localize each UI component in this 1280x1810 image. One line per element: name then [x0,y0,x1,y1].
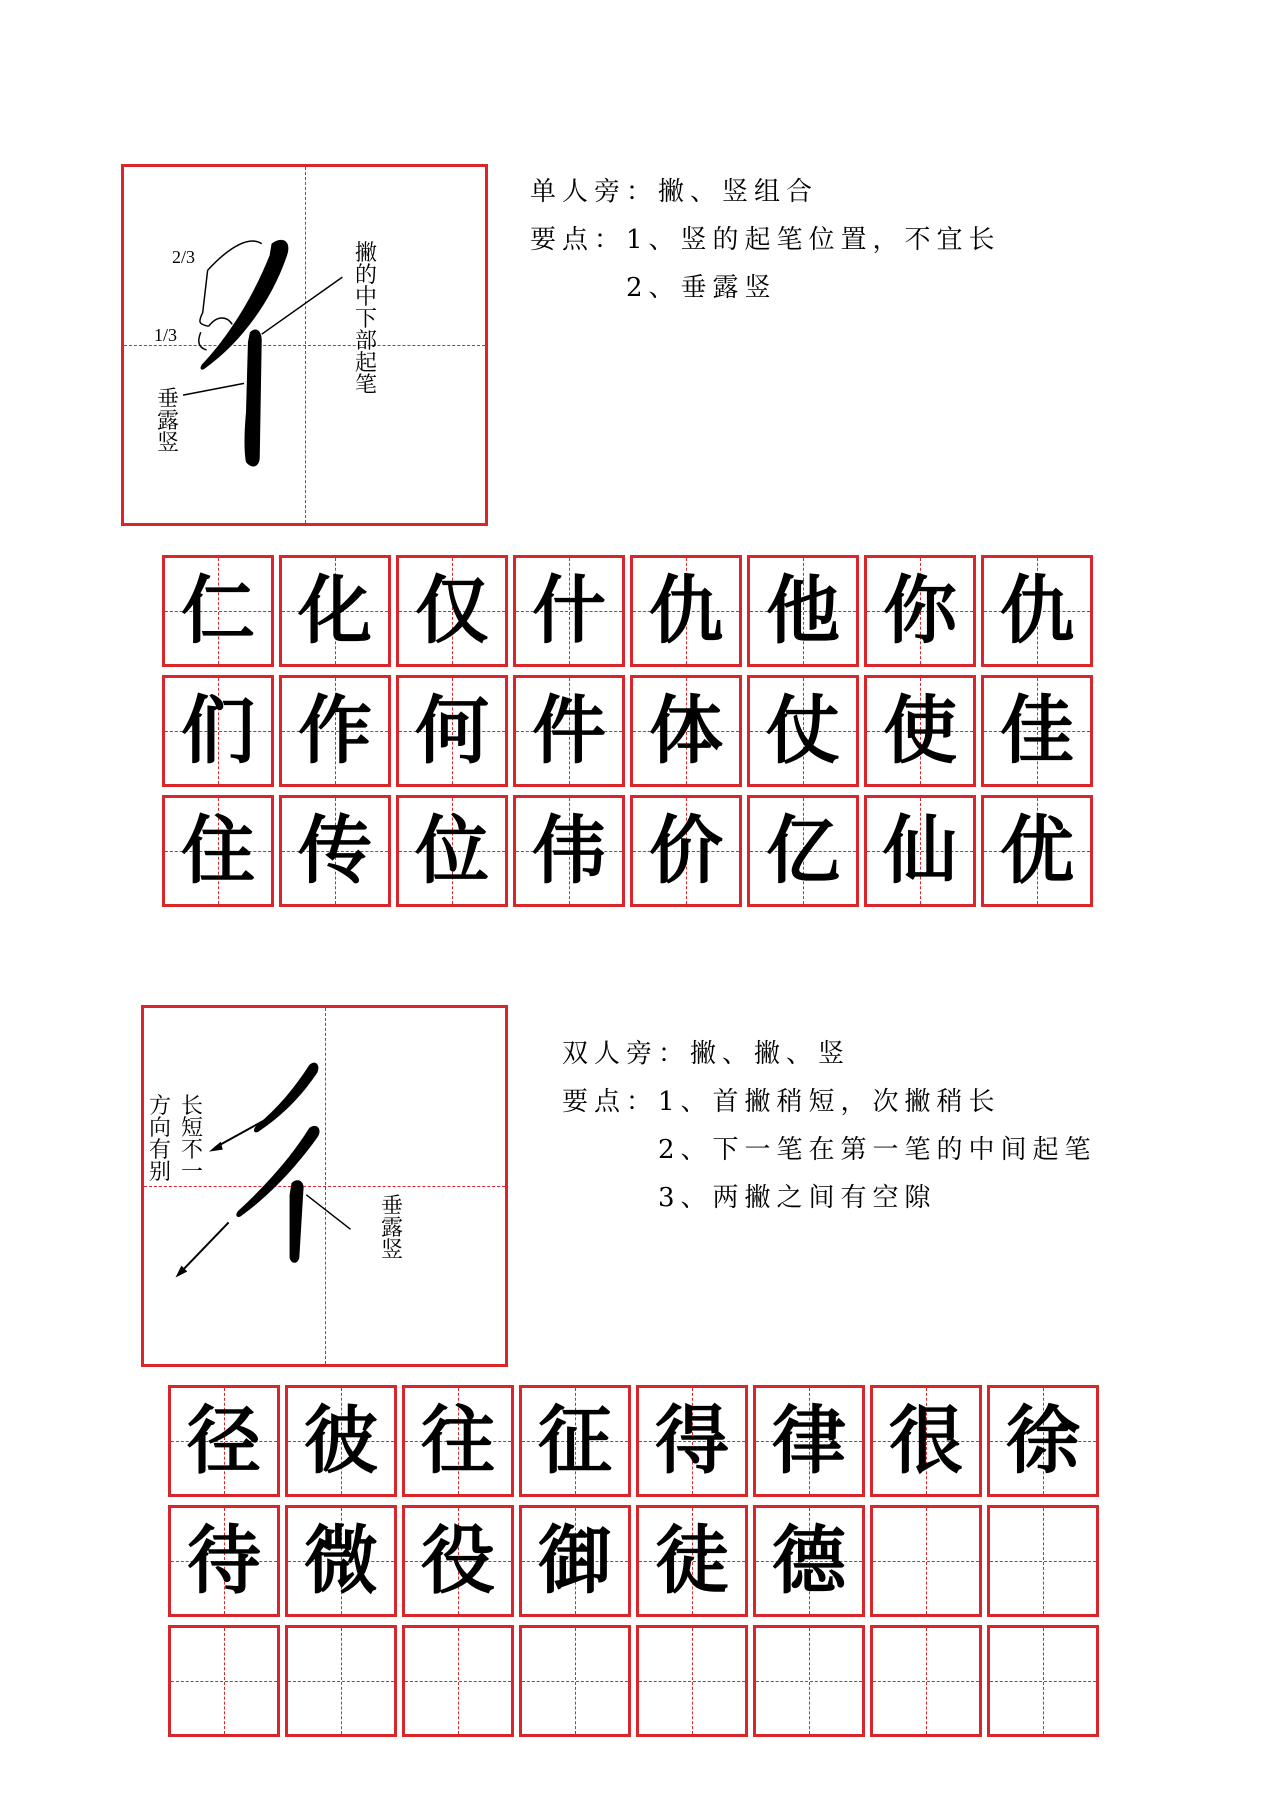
fraction-one-third: 1/3 [154,325,178,345]
practice-cell [987,1505,1099,1617]
practice-character [405,1628,511,1734]
practice-cell [753,1505,865,1617]
tips-title: 双人旁：撇、撇、竖 [562,1039,851,1069]
single-person-radical-demo-box [121,164,488,526]
practice-character: 化 [298,568,372,654]
practice-cell [513,555,625,667]
single-person-radical-stroke-diagram [124,167,485,523]
practice-character: 体 [649,688,723,774]
practice-character [171,1628,277,1734]
practice-character: 位 [415,808,489,894]
practice-character: 仙 [883,808,957,894]
double-person-radical-stroke-diagram [144,1008,505,1364]
tips-point-1 [562,1078,1097,1126]
label-length-differs: 长短不一 [180,1094,203,1185]
practice-character: 他 [766,568,840,654]
practice-cell [870,1385,982,1497]
practice-cell [162,795,274,907]
practice-cell [981,675,1093,787]
practice-character [990,1628,1096,1734]
practice-character [873,1628,979,1734]
practice-character [639,1628,745,1734]
practice-cell [402,1385,514,1497]
point-1-text: 1、首撇稍短，次撇稍长 [658,1087,1001,1117]
practice-cell [279,795,391,907]
practice-character: 仗 [766,688,840,774]
practice-cell [519,1385,631,1497]
practice-character: 徐 [1006,1398,1080,1484]
practice-character: 仁 [181,568,255,654]
practice-cell [870,1625,982,1737]
practice-cell [636,1505,748,1617]
single-person-radical-tips [530,168,1001,312]
practice-cell [636,1625,748,1737]
point-1-text: 1、竖的起笔位置，不宜长 [626,225,1001,255]
practice-character: 使 [883,688,957,774]
practice-cell [396,675,508,787]
practice-cell [396,795,508,907]
practice-cell [396,555,508,667]
practice-character: 仅 [415,568,489,654]
practice-character: 传 [298,808,372,894]
tips-point-2: 2、下一笔在第一笔的中间起笔 [658,1135,1097,1165]
practice-cell [630,795,742,907]
practice-cell [747,675,859,787]
practice-character: 徒 [655,1518,729,1604]
practice-character: 很 [889,1398,963,1484]
practice-cell [513,675,625,787]
practice-cell [753,1385,865,1497]
practice-cell [162,675,274,787]
double-person-radical-tips [562,1030,1097,1222]
practice-character: 彼 [304,1398,378,1484]
practice-character: 何 [415,688,489,774]
practice-character [522,1628,628,1734]
practice-character: 什 [532,568,606,654]
tips-point-1 [530,216,1001,264]
practice-character: 律 [772,1398,846,1484]
practice-cell [987,1385,1099,1497]
practice-character: 住 [181,808,255,894]
practice-character: 作 [298,688,372,774]
practice-cell [864,555,976,667]
practice-character: 待 [187,1518,261,1604]
practice-cell [519,1625,631,1737]
practice-character: 御 [538,1518,612,1604]
practice-cell [864,675,976,787]
practice-cell [981,555,1093,667]
practice-cell [168,1625,280,1737]
practice-cell [285,1505,397,1617]
practice-cell [285,1625,397,1737]
practice-cell [279,555,391,667]
fraction-two-thirds: 2/3 [172,247,196,267]
practice-character: 役 [421,1518,495,1604]
practice-character: 件 [532,688,606,774]
practice-cell [747,795,859,907]
label-start-position: 撇的中下部起笔 [354,241,377,398]
practice-character: 们 [181,688,255,774]
practice-cell [402,1505,514,1617]
practice-character: 价 [649,808,723,894]
practice-cell [402,1625,514,1737]
practice-cell [168,1505,280,1617]
double-person-radical-demo-box [141,1005,508,1367]
points-label: 要点： [530,225,627,255]
practice-character: 微 [304,1518,378,1604]
practice-character [990,1508,1096,1614]
practice-character: 优 [1000,808,1074,894]
practice-character [756,1628,862,1734]
practice-character: 亿 [766,808,840,894]
tips-point-3: 3、两撇之间有空隙 [658,1183,937,1213]
label-vertical-dew: 垂露竖 [156,387,179,456]
practice-character: 你 [883,568,957,654]
practice-cell [279,675,391,787]
practice-character: 仇 [1000,568,1074,654]
practice-cell [981,795,1093,907]
practice-cell [168,1385,280,1497]
label-direction-differs: 方向有别 [148,1094,171,1185]
practice-cell [747,555,859,667]
tips-title: 单人旁：撇、竖组合 [530,177,819,207]
practice-cell [987,1625,1099,1737]
practice-character [873,1508,979,1614]
points-label: 要点： [562,1087,659,1117]
practice-cell [630,555,742,667]
practice-character: 佳 [1000,688,1074,774]
practice-cell [162,555,274,667]
practice-character: 往 [421,1398,495,1484]
practice-character: 征 [538,1398,612,1484]
practice-cell [630,675,742,787]
practice-character: 得 [655,1398,729,1484]
practice-character [288,1628,394,1734]
practice-character: 德 [772,1518,846,1604]
practice-cell [870,1505,982,1617]
tips-point-2: 2、垂露竖 [626,273,777,303]
practice-cell [519,1505,631,1617]
practice-cell [285,1385,397,1497]
practice-cell [753,1625,865,1737]
practice-character: 仇 [649,568,723,654]
label-vertical-dew: 垂露竖 [380,1194,403,1263]
practice-cell [513,795,625,907]
practice-character: 伟 [532,808,606,894]
practice-cell [636,1385,748,1497]
practice-character: 径 [187,1398,261,1484]
practice-cell [864,795,976,907]
